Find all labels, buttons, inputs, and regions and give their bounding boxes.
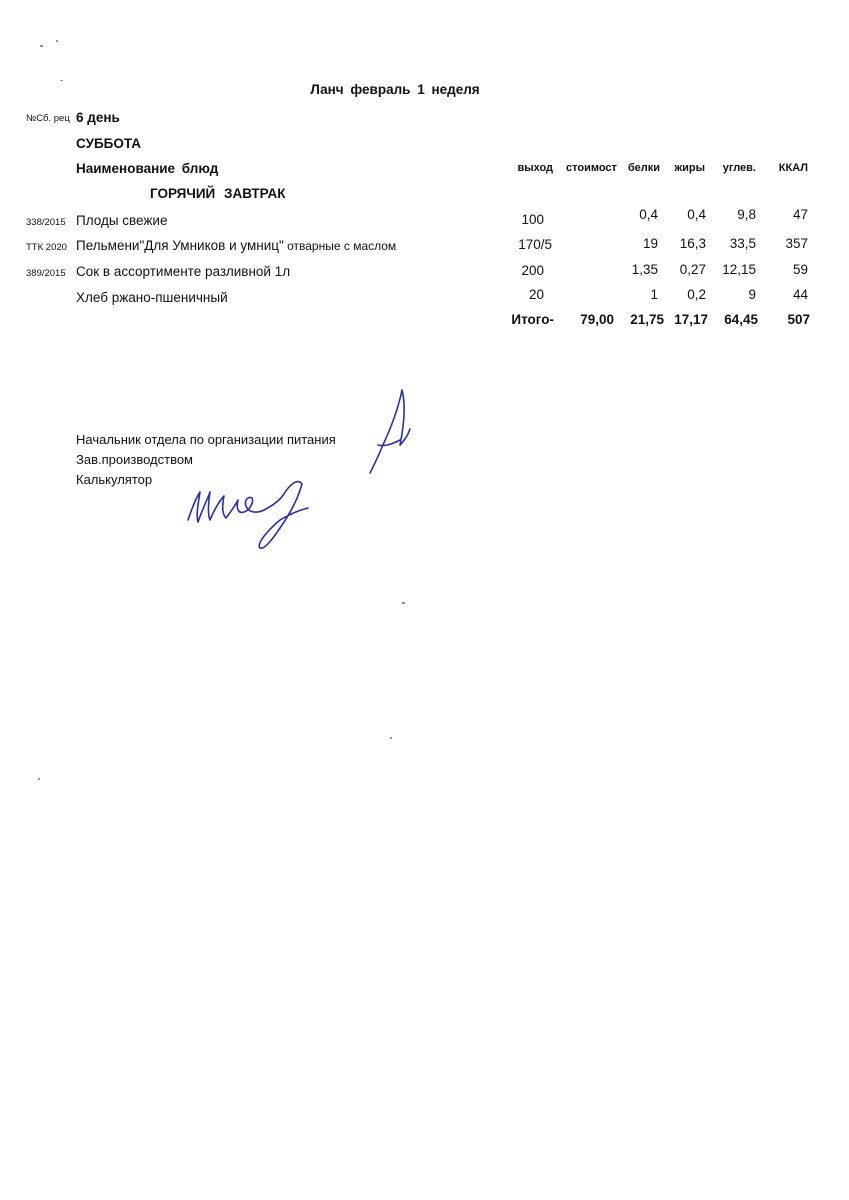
row-carbs: 33,5 — [729, 236, 756, 251]
totals-fat: 17,17 — [674, 312, 708, 327]
meal-section-title: ГОРЯЧИЙ ЗАВТРАК — [150, 186, 286, 201]
column-header-carbs: углев. — [722, 162, 756, 174]
dish-name-header: Наименование блюд — [76, 161, 219, 176]
row-kcal: 44 — [792, 287, 808, 302]
row-recipe-code: 338/2015 — [26, 217, 66, 228]
row-dish-name — [76, 290, 228, 305]
dish-name-text: Сок в ассортименте разливной 1л — [76, 264, 291, 279]
recipe-number-label: №Сб. рец — [26, 113, 70, 124]
dish-name-text: Хлеб ржано-пшеничный — [76, 290, 228, 305]
row-recipe-code: ТТК 2020 — [26, 242, 67, 253]
document-title: Ланч февраль 1 неделя — [310, 82, 480, 97]
row-recipe-code: 389/2015 — [26, 268, 66, 279]
dish-name-text: Плоды свежие — [76, 213, 168, 228]
row-carbs: 9,8 — [737, 207, 756, 222]
row-protein: 0,4 — [639, 207, 658, 222]
row-dish-name — [76, 213, 167, 228]
day-label: 6 день — [76, 110, 120, 125]
row-carbs: 9 — [748, 287, 756, 302]
row-yield: 20 — [528, 287, 544, 302]
signature-line-production: Зав.производством — [76, 452, 193, 467]
row-fat: 0,4 — [687, 207, 706, 222]
row-kcal: 59 — [792, 262, 808, 277]
row-protein: 1,35 — [631, 262, 658, 277]
row-yield: 170/5 — [518, 237, 552, 252]
dish-name-extra: отварные с маслом — [283, 239, 397, 253]
totals-carbs: 64,45 — [724, 312, 758, 327]
row-kcal: 357 — [785, 236, 808, 251]
totals-kcal: 507 — [787, 312, 810, 327]
row-yield: 100 — [521, 212, 544, 227]
totals-protein: 21,75 — [630, 312, 664, 327]
signature-line-calculator: Калькулятор — [76, 472, 153, 487]
row-carbs: 12,15 — [722, 262, 756, 277]
row-fat: 0,2 — [687, 287, 706, 302]
row-fat: 16,3 — [679, 236, 706, 251]
column-header-cost: стоимост — [566, 162, 617, 174]
totals-label: Итого- — [511, 312, 554, 327]
weekday-label: СУББОТА — [76, 136, 142, 151]
dish-name-text: Пельмени"Для Умников и умниц" — [76, 238, 284, 253]
row-dish-name — [76, 238, 396, 253]
handwritten-signature-calculator — [180, 470, 320, 555]
handwritten-signature-head — [360, 385, 420, 480]
totals-cost: 79,00 — [580, 312, 614, 327]
row-kcal: 47 — [792, 207, 808, 222]
signature-line-head: Начальник отдела по организации питания — [76, 432, 336, 447]
column-header-protein: белки — [627, 162, 660, 174]
row-yield: 200 — [521, 263, 544, 278]
row-protein: 1 — [650, 287, 658, 302]
column-header-yield: выход — [517, 162, 553, 174]
column-header-fat: жиры — [674, 162, 705, 174]
row-protein: 19 — [642, 236, 658, 251]
row-fat: 0,27 — [679, 262, 706, 277]
row-dish-name — [76, 264, 290, 279]
column-header-kcal: ККАЛ — [778, 162, 808, 174]
